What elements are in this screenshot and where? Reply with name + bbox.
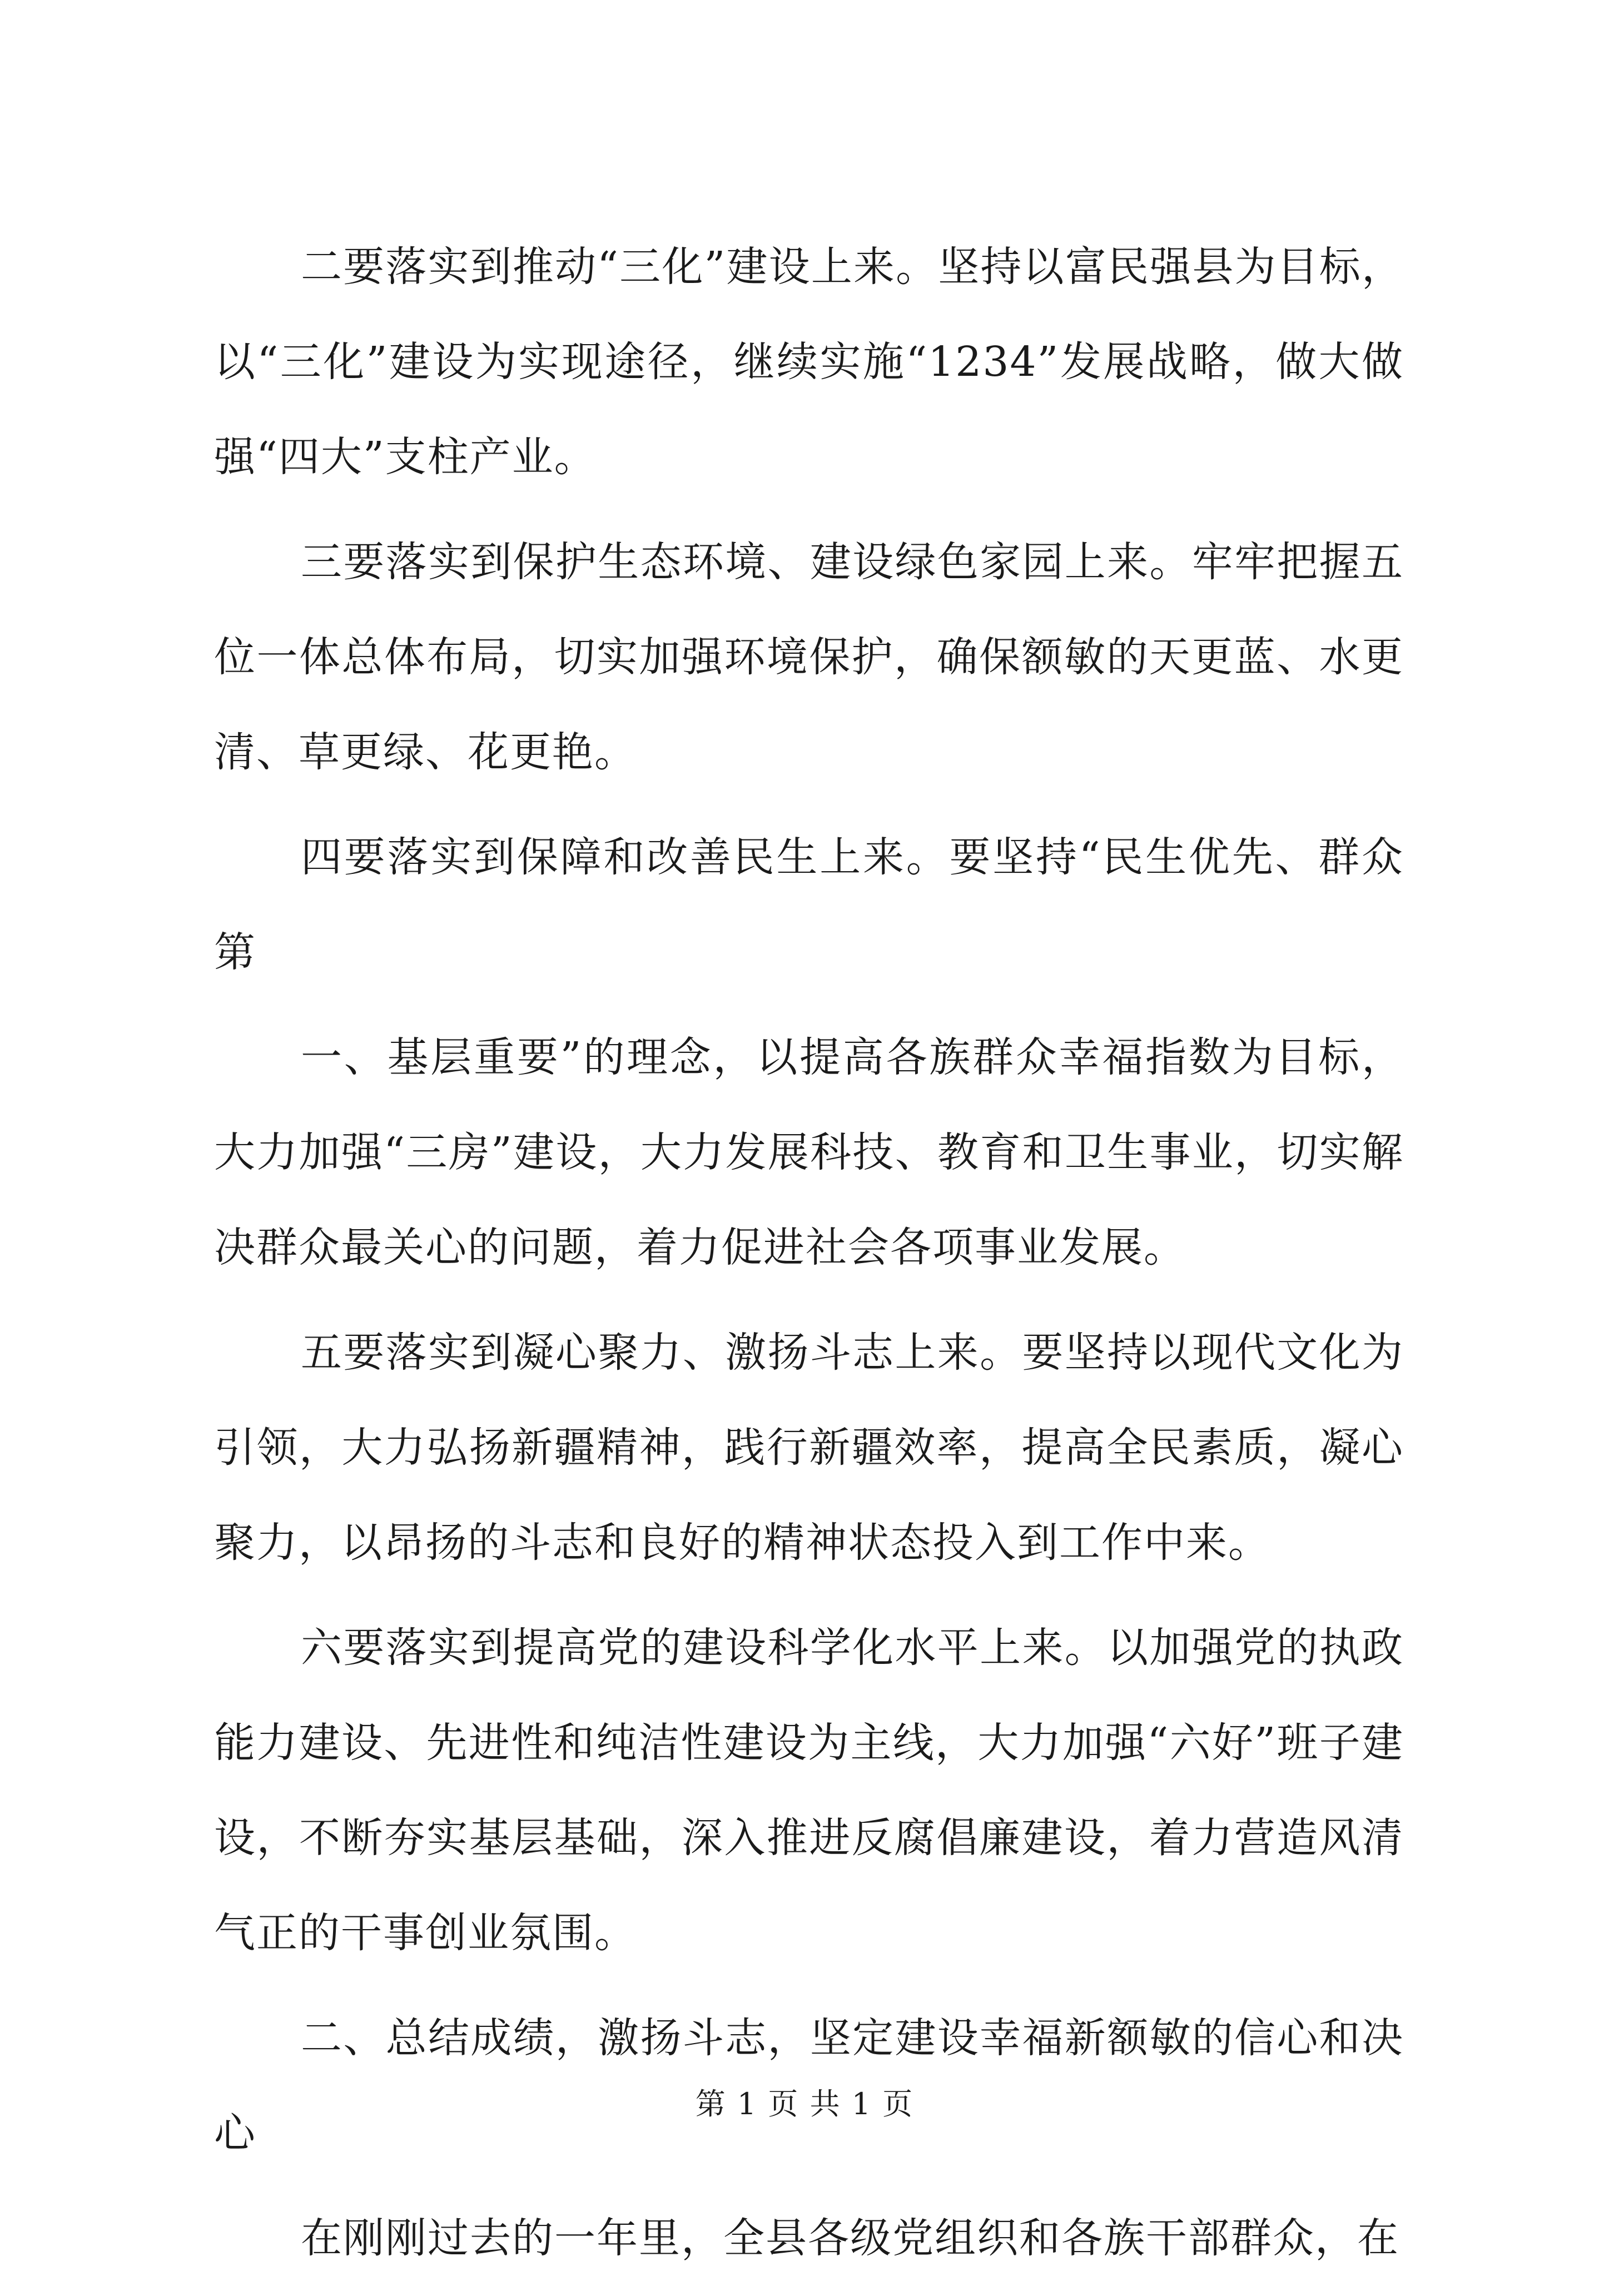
- paragraph-3: 四要落实到保障和改善民生上来。要坚持“民生优先、群众第: [214, 833, 1404, 976]
- paragraph-2: 三要落实到保护生态环境、建设绿色家园上来。牢牢把握五位一体总体布局，切实加强环境保护，确保额敏的天更蓝、水更清、草更绿、花更艳。: [214, 538, 1404, 776]
- document-body: [214, 220, 1404, 2296]
- paragraph-4: 一、基层重要”的理念，以提高各族群众幸福指数为目标，大力加强“三房”建设，大力发展科技、教育和卫生事业，切实解决群众最关心的问题，着力促进社会各项事业发展。: [214, 1033, 1404, 1271]
- paragraph-1: 二要落实到推动“三化”建设上来。坚持以富民强县为目标，以“三化”建设为实现途径，继续实施“1234”发展战略，做大做强“四大”支柱产业。: [214, 243, 1404, 481]
- paragraph-8: 在刚刚过去的一年里，全县各级党组织和各族干部群众，在: [301, 2214, 1399, 2262]
- paragraph-6: 六要落实到提高党的建设科学化水平上来。以加强党的执政能力建设、先进性和纯洁性建设为主线，大力加强“六好”班子建设，不断夯实基层基础，深入推进反腐倡廉建设，着力营造风清气正的干事创业氛围。: [214, 1624, 1404, 1957]
- page-number-footer: 第 1 页 共 1 页: [695, 2086, 914, 2121]
- section-heading: 二、总结成绩，激扬斗志，坚定建设幸福新额敏的信心和决心: [214, 2014, 1404, 2157]
- paragraph-5: 五要落实到凝心聚力、激扬斗志上来。要坚持以现代文化为引领，大力弘扬新疆精神，践行新疆效率，提高全民素质，凝心聚力，以昂扬的斗志和良好的精神状态投入到工作中来。: [214, 1329, 1404, 1567]
